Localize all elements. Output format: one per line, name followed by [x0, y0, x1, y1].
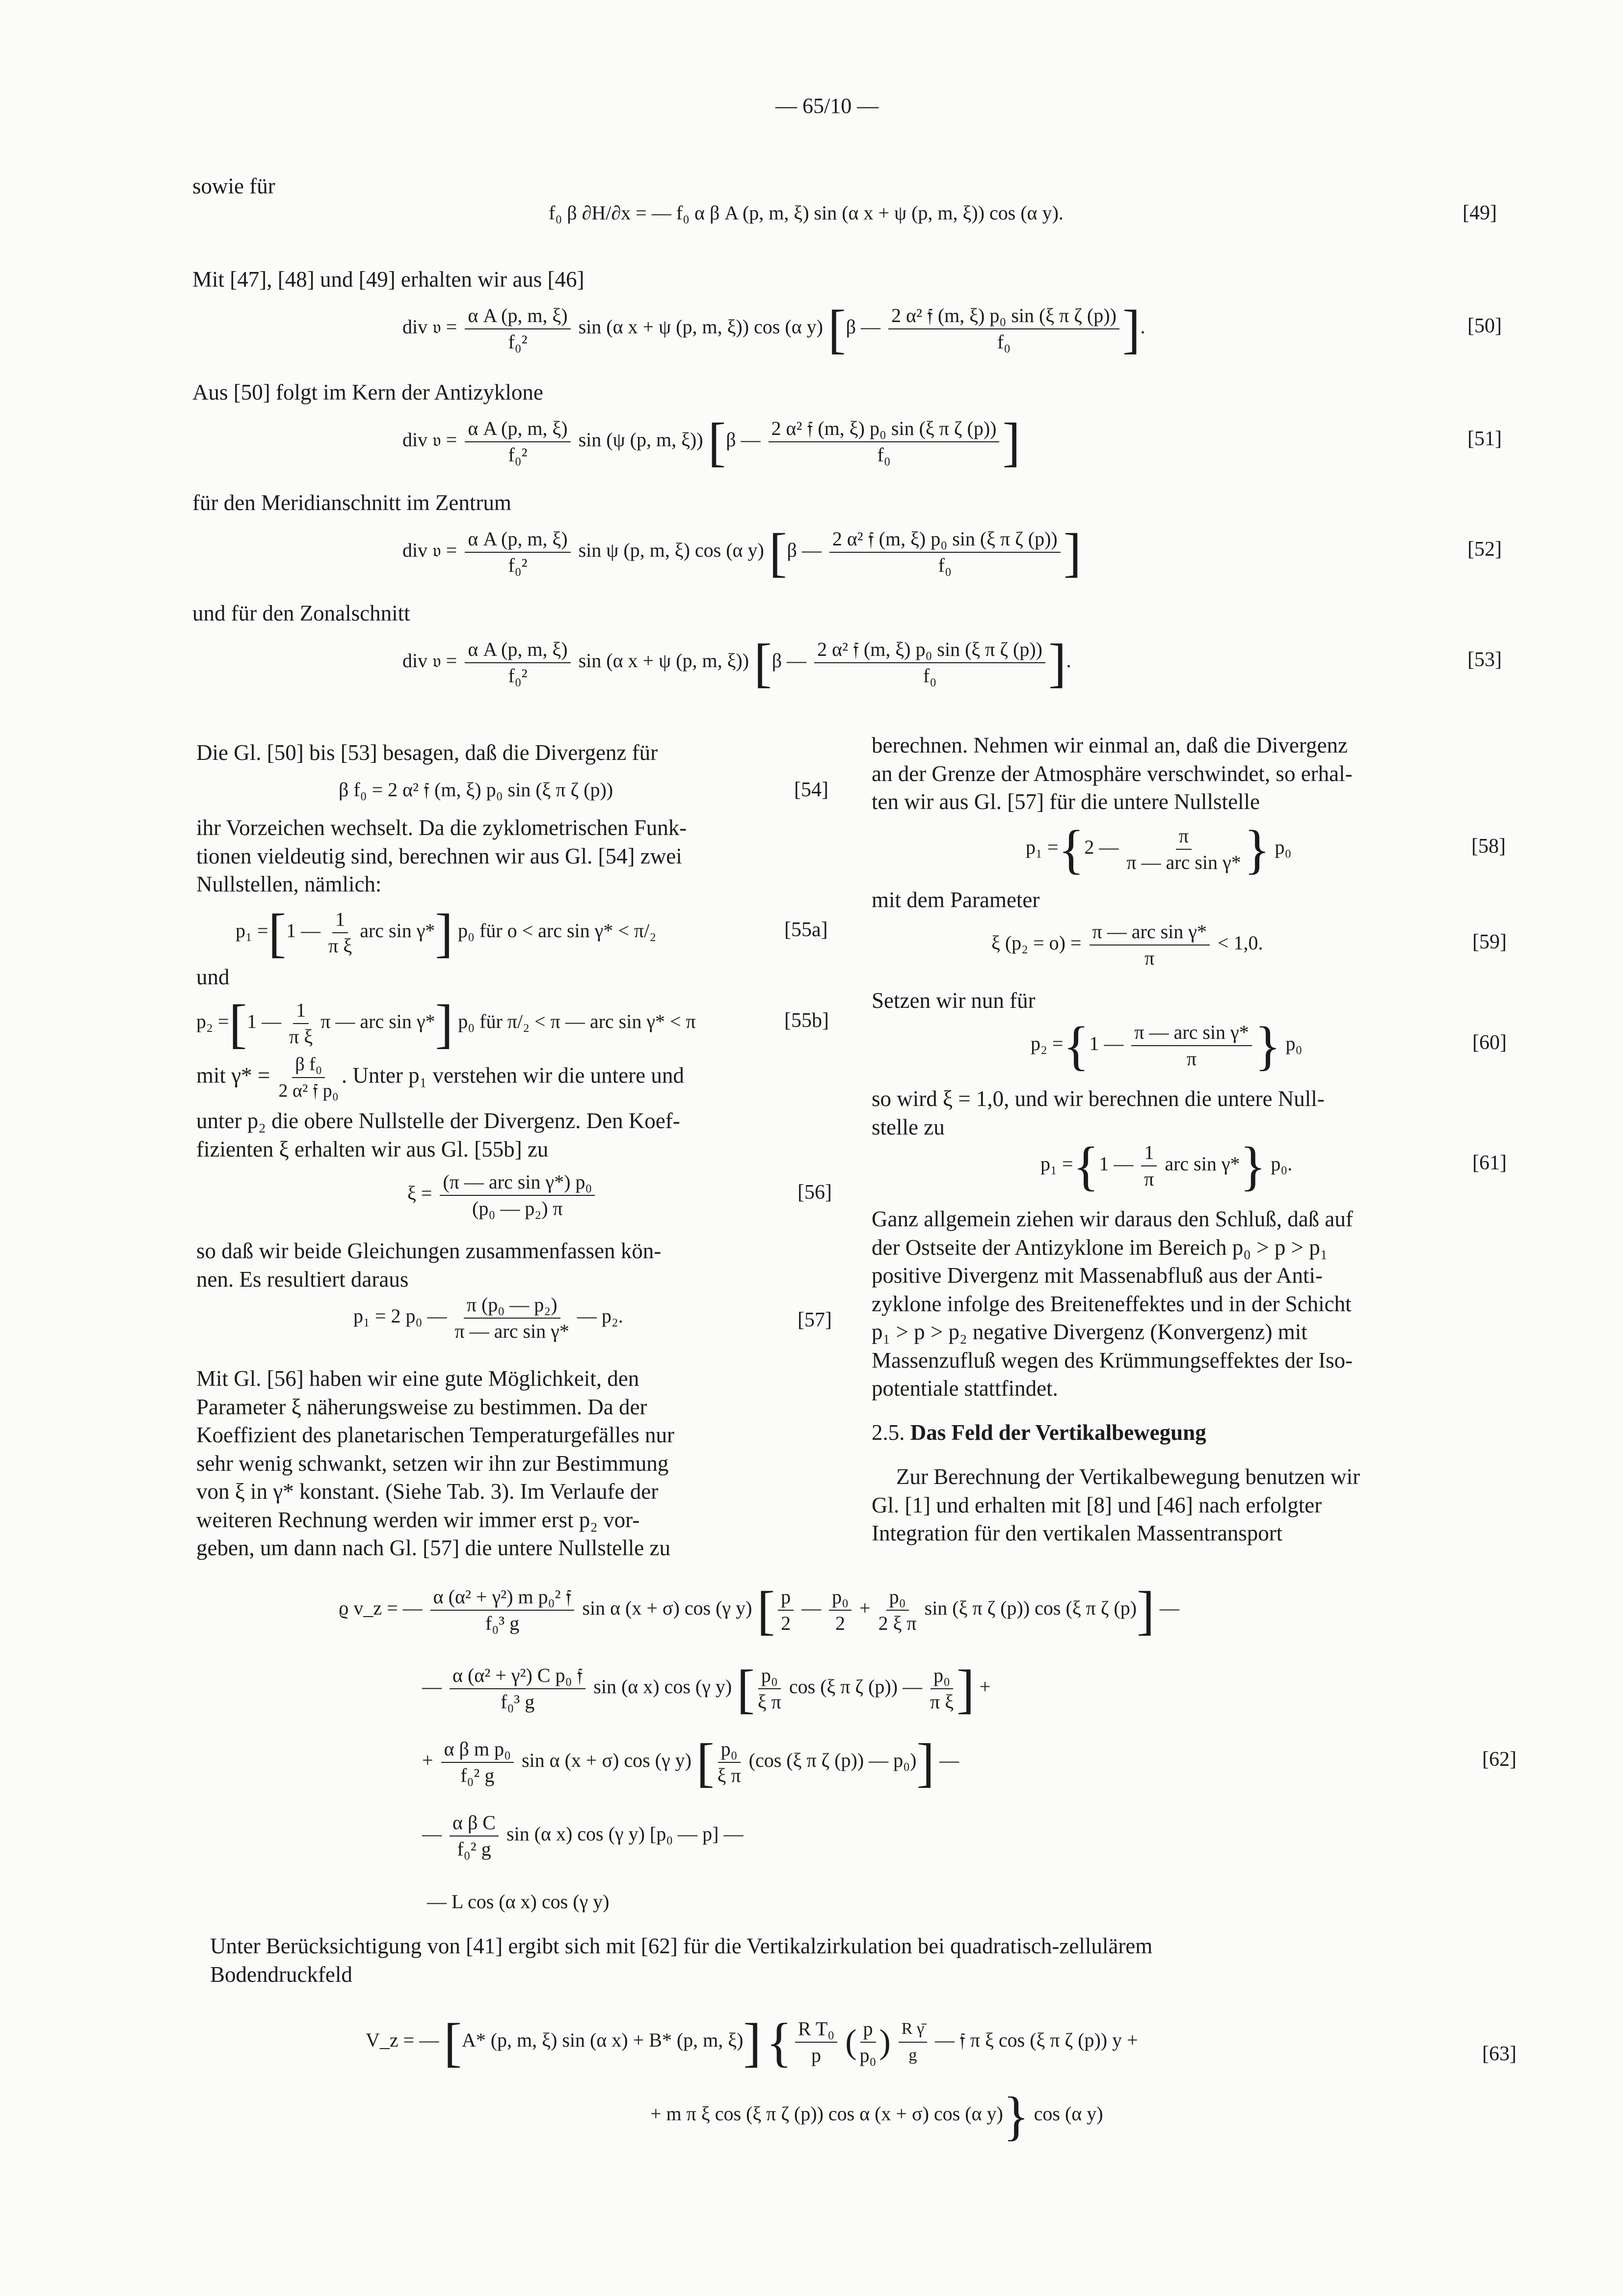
eq63-l2-body: + m π ξ cos (ξ π ζ (p)) cos α (x + σ) cos (α y)	[650, 2103, 1003, 2125]
eq50-bracket-pre: β —	[846, 316, 880, 338]
right-p6-line3: Integration für den vertikalen Massentransport	[872, 1521, 1283, 1545]
eq62-l1-b1d: 2	[781, 1612, 791, 1634]
eq62-l3-b1n: p₀	[718, 1738, 741, 1763]
right-p1-line2: an der Grenze der Atmosphäre verschwindet, so erhal-	[872, 761, 1353, 786]
left-p5-line1: Mit Gl. [56] haben wir eine gute Möglichkeit, den	[196, 1366, 639, 1391]
eq50-tag: [50]	[1467, 315, 1502, 337]
eq52-frac-num: α A (p, m, ξ)	[465, 528, 570, 553]
right-p5-line4: zyklone infolge des Breiteneffektes und in der Schicht	[872, 1291, 1352, 1316]
eq56-frac-num: (π — arc sin γ*) p₀	[440, 1171, 595, 1196]
equation-54: β f₀ = 2 α² 𝔣 (m, ξ) p₀ sin (ξ π ζ (p))	[339, 779, 613, 801]
eq61-post: p₀.	[1271, 1153, 1293, 1175]
eq62-l1-b2n: p₀	[829, 1586, 851, 1611]
mit-gamma-den: 2 α² 𝔣 p₀	[278, 1080, 339, 1101]
eq62-l3-b1d: ξ π	[717, 1764, 741, 1786]
right-paragraph-3: Setzen wir nun für	[872, 988, 1036, 1013]
left-p3-line2: fizienten ξ erhalten wir aus Gl. [55b] zu	[196, 1136, 549, 1162]
eq62-tag: [62]	[1482, 1748, 1517, 1771]
eq62-l2-num: α (α² + γ²) C p₀ 𝔣	[450, 1664, 585, 1689]
eq59-frac-den: π	[1144, 947, 1155, 969]
right-p5-line1: Ganz allgemein ziehen wir daraus den Schluß, daß auf	[872, 1207, 1353, 1231]
equation-56	[407, 1171, 598, 1220]
eq62-l1-b3n: p₀	[886, 1586, 909, 1611]
eq53-frac-num: α A (p, m, ξ)	[465, 638, 570, 663]
eq61-tag: [61]	[1472, 1152, 1507, 1174]
eq55b-tag: [55b]	[784, 1009, 829, 1032]
eq57-tag: [57]	[798, 1309, 832, 1331]
eq63-l1-expn: R γ̄	[899, 2018, 927, 2043]
eq59-lhs: ξ (p₂ = o) =	[991, 932, 1082, 954]
eq59-post: < 1,0.	[1217, 932, 1263, 954]
eq51-lhs: div 𝔳 =	[402, 429, 457, 451]
equation-55a: p₁ =[1 — $\frac{1}{\text{π ξ}}$ arc sin γ*] p₀ für o < arc sin γ* < π/₂	[236, 903, 657, 963]
eq53-inner-num: 2 α² 𝔣 (m, ξ) p₀ sin (ξ π ζ (p))	[814, 638, 1045, 663]
equation-57	[353, 1294, 623, 1343]
eq51-tag: [51]	[1467, 428, 1502, 450]
equation-58: p₁ ={2 — $\frac{\pi}{\text{π — arc sin γ*}}$ } p₀	[1026, 819, 1292, 879]
eq60-post: p₀	[1285, 1032, 1303, 1055]
equation-63-line2: + m π ξ cos (ξ π ζ (p)) cos α (x + σ) cos (α y)} cos (α y)	[650, 2086, 1103, 2146]
eq63-l1-expd: g	[908, 2046, 917, 2064]
right-p5-line3: positive Divergenz mit Massenabfluß aus der Anti-	[872, 1263, 1323, 1288]
eq53-inner-den: f₀	[923, 665, 937, 687]
eq62-l1-num: α (α² + γ²) m p₀² 𝔣	[430, 1586, 575, 1611]
eq52-tag: [52]	[1467, 538, 1502, 561]
eq62-l2-b2n: p₀	[931, 1664, 953, 1689]
mit-gamma-post: . Unter p₁ verstehen wir die untere und	[341, 1063, 684, 1088]
left-und: und	[196, 965, 230, 989]
right-p5-line7: potentiale stattfindet.	[872, 1376, 1058, 1401]
eq62-l2-pre: —	[422, 1675, 442, 1698]
eq55a-one: 1 —	[286, 919, 321, 942]
eq50-frac-den: f₀²	[508, 331, 528, 353]
eq57-post: — p₂.	[577, 1305, 623, 1327]
paragraph-aus-50: Aus [50] folgt im Kern der Antizyklone	[192, 380, 543, 405]
left-paragraph-2	[196, 814, 687, 899]
right-paragraph-5	[872, 1205, 1353, 1403]
right-paragraph-1	[872, 731, 1353, 816]
equation-51: div 𝔳 = $\frac{\text{α A (p, m, ξ)}}{\text{f₀²}}$ sin (ψ (p, m, ξ)) [β — $\frac{\text{2 α² 𝔣 (m, ξ) p₀ sin (ξ π ζ (p))}}{\text{f₀}}$ ]	[402, 412, 1021, 472]
eq63-l1-a: A* (p, m, ξ) sin (α x) + B* (p, m, ξ)	[461, 2029, 744, 2052]
eq61-lhs: p₁ =	[1040, 1153, 1073, 1175]
right-p5-line2: der Ostseite der Antizyklone im Bereich p₀ > p > p₁	[872, 1235, 1328, 1260]
eq62-l1-lhs: ϱ v_z = —	[339, 1597, 423, 1620]
left-p5-line3: Koeffizient des planetarischen Temperaturgefälles nur	[196, 1423, 674, 1447]
equation-63-line1: V_z = — [A* (p, m, ξ) sin (α x) + B* (p, m, ξ)] { $\frac{\text{R T₀}}{p}$ ( $\frac{p}{\text{p₀}}$ ) $\frac{\text{R γ̄}}{g}$ — 𝔣 π ξ cos (ξ π ζ (p)) y +	[366, 2012, 1138, 2072]
eq62-l2-end: +	[979, 1675, 991, 1698]
left-p2-line2: tionen vieldeutig sind, berechnen wir aus Gl. [54] zwei	[196, 843, 682, 868]
paragraph-zonal: und für den Zonalschnitt	[192, 601, 410, 625]
eq61-pre: 1 —	[1099, 1153, 1134, 1175]
eq55a-frac-num: 1	[332, 908, 348, 933]
eq63-l2-end: cos (α y)	[1034, 2103, 1103, 2125]
right-p4-line1: so wird ξ = 1,0, und wir berechnen die untere Null-	[872, 1086, 1325, 1111]
equation-50: div 𝔳 = $\frac{\text{α A (p, m, ξ)}}{\text{f₀²}}$ sin (α x + ψ (p, m, ξ)) cos (α y) [β — $\frac{\text{2 α² 𝔣 (m, ξ) p₀ sin (ξ π ζ (p))}}{\text{f₀}}$ ].	[402, 299, 1145, 359]
eq57-frac-num: π (p₀ — p₂)	[464, 1294, 560, 1319]
right-p1-line1: berechnen. Nehmen wir einmal an, daß die Divergenz	[872, 733, 1348, 757]
eq60-frac-den: π	[1186, 1048, 1197, 1070]
eq55b-frac-num: 1	[293, 999, 309, 1024]
eq51-inner-num: 2 α² 𝔣 (m, ξ) p₀ sin (ξ π ζ (p))	[769, 417, 1000, 442]
eq58-frac-den: π — arc sin γ*	[1126, 851, 1241, 873]
left-p5-line2: Parameter ξ näherungsweise zu bestimmen. Da der	[196, 1394, 647, 1419]
eq62-l2-mid: sin (α x) cos (γ y)	[593, 1675, 732, 1698]
eq53-lhs: div 𝔳 =	[402, 649, 457, 672]
section-title: Das Feld der Vertikalbewegung	[910, 1420, 1206, 1445]
eq53-mid: sin (α x + ψ (p, m, ξ))	[578, 649, 749, 672]
equation-59	[991, 920, 1263, 970]
left-p2-line1: ihr Vorzeichen wechselt. Da die zyklometrischen Funk-	[196, 815, 687, 840]
eq49-tag: [49]	[1463, 202, 1497, 224]
eq62-l3-tail: (cos (ξ π ζ (p)) — p₀)	[748, 1749, 917, 1772]
eq63-l1-pd: p₀	[859, 2044, 877, 2066]
eq56-lhs: ξ =	[407, 1182, 432, 1205]
left-p4-line1: so daß wir beide Gleichungen zusammenfassen kön-	[196, 1239, 662, 1263]
right-p5-line5: p₁ > p > p₂ negative Divergenz (Konvergenz) mit	[872, 1320, 1307, 1344]
eq60-tag: [60]	[1472, 1031, 1507, 1054]
eq55b-one: 1 —	[247, 1010, 282, 1033]
right-p6-line2: Gl. [1] und erhalten mit [8] und [46] nach erfolgter	[872, 1492, 1322, 1517]
page-number: — 65/10 —	[775, 94, 879, 118]
eq51-bracket-pre: β —	[726, 429, 761, 451]
eq62-l2-b2d: π ξ	[930, 1691, 954, 1713]
eq60-lhs: p₂ =	[1031, 1032, 1064, 1055]
eq62-l2-b1d: ξ π	[757, 1691, 781, 1713]
paragraph-mit-47: Mit [47], [48] und [49] erhalten wir aus [46]	[192, 267, 585, 292]
eq55a-rest: p₀ für o < arc sin γ* < π/₂	[458, 919, 657, 942]
eq59-frac-num: π — arc sin γ*	[1090, 920, 1210, 945]
eq61-frac-den: π	[1144, 1168, 1154, 1190]
eq52-bracket-pre: β —	[787, 539, 822, 562]
eq62-l2-b1n: p₀	[758, 1664, 781, 1689]
eq61-arc: arc sin γ*	[1165, 1153, 1240, 1175]
left-p5-line4: sehr wenig schwankt, setzen wir ihn zur Bestimmung	[196, 1451, 669, 1476]
right-paragraph-6	[872, 1463, 1360, 1548]
equation-62-line5: — L cos (α x) cos (γ y)	[427, 1891, 610, 1913]
equation-52: div 𝔳 = $\frac{\text{α A (p, m, ξ)}}{\text{f₀²}}$ sin ψ (p, m, ξ) cos (α y) [β — $\frac{\text{2 α² 𝔣 (m, ξ) p₀ sin (ξ π ζ (p))}}{\text{f₀}}$ ]	[402, 522, 1082, 582]
eq52-frac-den: f₀²	[508, 554, 528, 576]
paragraph-unter	[210, 1932, 1152, 1989]
eq62-l3-pre: +	[422, 1749, 433, 1772]
equation-49	[549, 201, 1064, 224]
eq58-tag: [58]	[1471, 835, 1506, 858]
equation-62-line1: ϱ v_z = — $\frac{\text{α (α² + γ²) m p₀² 𝔣}}{\text{f₀³ g}}$ sin α (x + σ) cos (γ y) [ $\frac{p}{2}$ — $\frac{\text{p₀}}{2}$ + $\frac{\text{p₀}}{\text{2 ξ π}}$ sin (ξ π ζ (p)) cos (ξ π ζ (p)] —	[339, 1580, 1179, 1640]
section-heading	[872, 1419, 1206, 1447]
left-p3-line1: unter p₂ die obere Nullstelle der Divergenz. Den Koef-	[196, 1108, 680, 1133]
eq50-lhs: div 𝔳 =	[402, 316, 457, 338]
right-paragraph-2: mit dem Parameter	[872, 888, 1040, 912]
eq62-l1-b2d: 2	[835, 1612, 846, 1634]
eq51-inner-den: f₀	[877, 444, 891, 466]
eq62-l1-mid: sin α (x + σ) cos (γ y)	[582, 1597, 752, 1620]
eq63-l1-rest: — 𝔣 π ξ cos (ξ π ζ (p)) y +	[935, 2029, 1138, 2052]
eq57-frac-den: π — arc sin γ*	[454, 1320, 569, 1342]
left-mit-gamma	[196, 1053, 684, 1102]
paragraph-sowie: sowie für	[192, 174, 275, 198]
eq55a-frac-den: π ξ	[328, 935, 352, 957]
eq52-mid: sin ψ (p, m, ξ) cos (α y)	[578, 539, 764, 562]
eq62-l1-tail: sin (ξ π ζ (p)) cos (ξ π ζ (p)	[924, 1597, 1137, 1620]
mit-gamma-num: β f₀	[292, 1053, 325, 1078]
eq62-l2-den: f₀³ g	[501, 1691, 535, 1713]
eq49-rhs: = — f₀ α β A (p, m, ξ) sin (α x + ψ (p, m, ξ)) cos (α y).	[636, 202, 1064, 224]
eq62-l4-mid: sin (α x) cos (γ y) [p₀ — p] —	[506, 1823, 744, 1845]
eq55a-lhs: p₁ =	[236, 919, 268, 942]
eq55b-lhs: p₂ =	[196, 1010, 229, 1033]
eq62-l1-end: —	[1159, 1597, 1179, 1620]
eq62-l1-b3d: 2 ξ π	[878, 1612, 917, 1634]
left-paragraph-4	[196, 1237, 661, 1294]
eq52-inner-num: 2 α² 𝔣 (m, ξ) p₀ sin (ξ π ζ (p))	[829, 528, 1061, 553]
eq62-l1-b1n: p	[778, 1586, 794, 1611]
eq62-l4-den: f₀² g	[457, 1838, 491, 1860]
eq62-l3-mid: sin α (x + σ) cos (γ y)	[521, 1749, 692, 1772]
eq54-tag: [54]	[794, 779, 828, 801]
equation-61: p₁ ={1 — $\frac{1}{\pi}$ arc sin γ*} p₀.	[1040, 1136, 1293, 1196]
right-p6-line1: Zur Berechnung der Vertikalbewegung benutzen wir	[896, 1464, 1360, 1489]
eq55a-arc: arc sin γ*	[360, 919, 435, 942]
eq60-pre: 1 —	[1089, 1032, 1124, 1055]
eq53-bracket-pre: β —	[772, 649, 807, 672]
eq59-tag: [59]	[1472, 931, 1507, 953]
mit-gamma-pre: mit γ* =	[196, 1063, 270, 1088]
eq58-frac-num: π	[1176, 825, 1192, 850]
eq50-inner-den: f₀	[997, 331, 1011, 353]
eq63-l1-num: R T₀	[795, 2018, 837, 2043]
eq52-lhs: div 𝔳 =	[402, 539, 457, 562]
eq58-post: p₀	[1275, 836, 1292, 859]
eq50-mid: sin (α x + ψ (p, m, ξ)) cos (α y)	[578, 316, 823, 338]
eq53-tag: [53]	[1467, 648, 1502, 671]
left-p5-line6: weiteren Rechnung werden wir immer erst p₂ vor-	[196, 1507, 640, 1532]
eq56-frac-den: (p₀ — p₂) π	[472, 1197, 563, 1219]
left-paragraph-5	[196, 1365, 674, 1563]
eq51-frac-num: α A (p, m, ξ)	[465, 417, 570, 442]
eq52-inner-den: f₀	[938, 554, 952, 576]
eq50-frac-num: α A (p, m, ξ)	[465, 304, 570, 329]
right-p4-line2: stelle zu	[872, 1114, 945, 1139]
eq63-l1-pn: p	[860, 2018, 876, 2043]
right-paragraph-4	[872, 1085, 1325, 1141]
eq56-tag: [56]	[798, 1181, 832, 1204]
eq63-l1-den: p	[811, 2044, 822, 2066]
equation-60: p₂ ={1 — $\frac{\text{π — arc sin γ*}}{\pi}$ } p₀	[1031, 1016, 1303, 1076]
eq62-l3-num: α β m p₀	[441, 1738, 514, 1763]
eq58-pre: 2 —	[1084, 836, 1119, 859]
eq62-l4-pre: —	[422, 1823, 442, 1845]
para-unter-line1: Unter Berücksichtigung von [41] ergibt sich mit [62] für die Vertikalzirkulation bei quadratisch-zellulärem	[210, 1934, 1153, 1958]
eq55a-tag: [55a]	[784, 918, 828, 941]
equation-62-line3: + $\frac{\text{α β m p₀}}{\text{f₀² g}}$ sin α (x + σ) cos (γ y) [ $\frac{\text{p₀}}{\text{ξ π}}$ (cos (ξ π ζ (p)) — p₀)] —	[422, 1732, 959, 1792]
eq62-l1-den: f₀³ g	[485, 1612, 520, 1634]
eq51-frac-den: f₀²	[508, 444, 528, 466]
eq55b-rest: p₀ für π/₂ < π — arc sin γ* < π	[458, 1010, 696, 1033]
eq49-lhs: f₀ β ∂H/∂x	[549, 202, 631, 224]
section-number: 2.5.	[872, 1420, 905, 1445]
eq62-l2-tail: cos (ξ π ζ (p)) —	[789, 1675, 923, 1698]
eq61-frac-num: 1	[1141, 1141, 1157, 1166]
right-p1-line3: ten wir aus Gl. [57] für die untere Nullstelle	[872, 789, 1260, 814]
eq51-mid: sin (ψ (p, m, ξ))	[578, 429, 703, 451]
left-paragraph-3	[196, 1107, 680, 1163]
left-p5-line7: geben, um dann nach Gl. [57] die untere Nullstelle zu	[196, 1536, 670, 1560]
eq55b-arc: π — arc sin γ*	[320, 1010, 435, 1033]
eq62-l3-end: —	[939, 1749, 959, 1772]
left-paragraph-1: Die Gl. [50] bis [53] besagen, daß die Divergenz für	[196, 740, 658, 765]
eq62-l3-den: f₀² g	[460, 1764, 495, 1786]
eq60-frac-num: π — arc sin γ*	[1131, 1021, 1251, 1046]
eq58-lhs: p₁ =	[1026, 836, 1059, 859]
eq57-lhs: p₁ = 2 p₀ —	[353, 1305, 447, 1327]
left-p5-line5: von ξ in γ* konstant. (Siehe Tab. 3). Im Verlaufe der	[196, 1479, 659, 1504]
left-p4-line2: nen. Es resultiert daraus	[196, 1267, 409, 1292]
right-p5-line6: Massenzufluß wegen des Krümmungseffektes der Iso-	[872, 1348, 1353, 1373]
eq55b-frac-den: π ξ	[289, 1026, 313, 1048]
eq63-tag: [63]	[1482, 2043, 1517, 2065]
eq50-inner-num: 2 α² 𝔣 (m, ξ) p₀ sin (ξ π ζ (p))	[888, 304, 1119, 329]
para-unter-line2: Bodendruckfeld	[210, 1962, 352, 1987]
paragraph-meridian: für den Meridianschnitt im Zentrum	[192, 490, 511, 515]
equation-62-line2: — $\frac{\text{α (α² + γ²) C p₀ 𝔣}}{\text{f₀³ g}}$ sin (α x) cos (γ y) [ $\frac{\text{p₀}}{\text{ξ π}}$ cos (ξ π ζ (p)) — $\frac{\text{p₀}}{\text{π ξ}}$ ] +	[422, 1659, 991, 1719]
eq63-l1-lhs: V_z = —	[366, 2029, 439, 2052]
equation-62-line4	[422, 1811, 744, 1861]
equation-55b: p₂ =[1 — $\frac{1}{\text{π ξ}}$ π — arc sin γ*] p₀ für π/₂ < π — arc sin γ* < π	[196, 994, 696, 1053]
eq53-frac-den: f₀²	[508, 665, 528, 687]
eq62-l4-num: α β C	[450, 1811, 499, 1837]
equation-53: div 𝔳 = $\frac{\text{α A (p, m, ξ)}}{\text{f₀²}}$ sin (α x + ψ (p, m, ξ)) [β — $\frac{\text{2 α² 𝔣 (m, ξ) p₀ sin (ξ π ζ (p))}}{\text{f₀}}$ ].	[402, 633, 1071, 693]
left-p2-line3: Nullstellen, nämlich:	[196, 872, 382, 896]
